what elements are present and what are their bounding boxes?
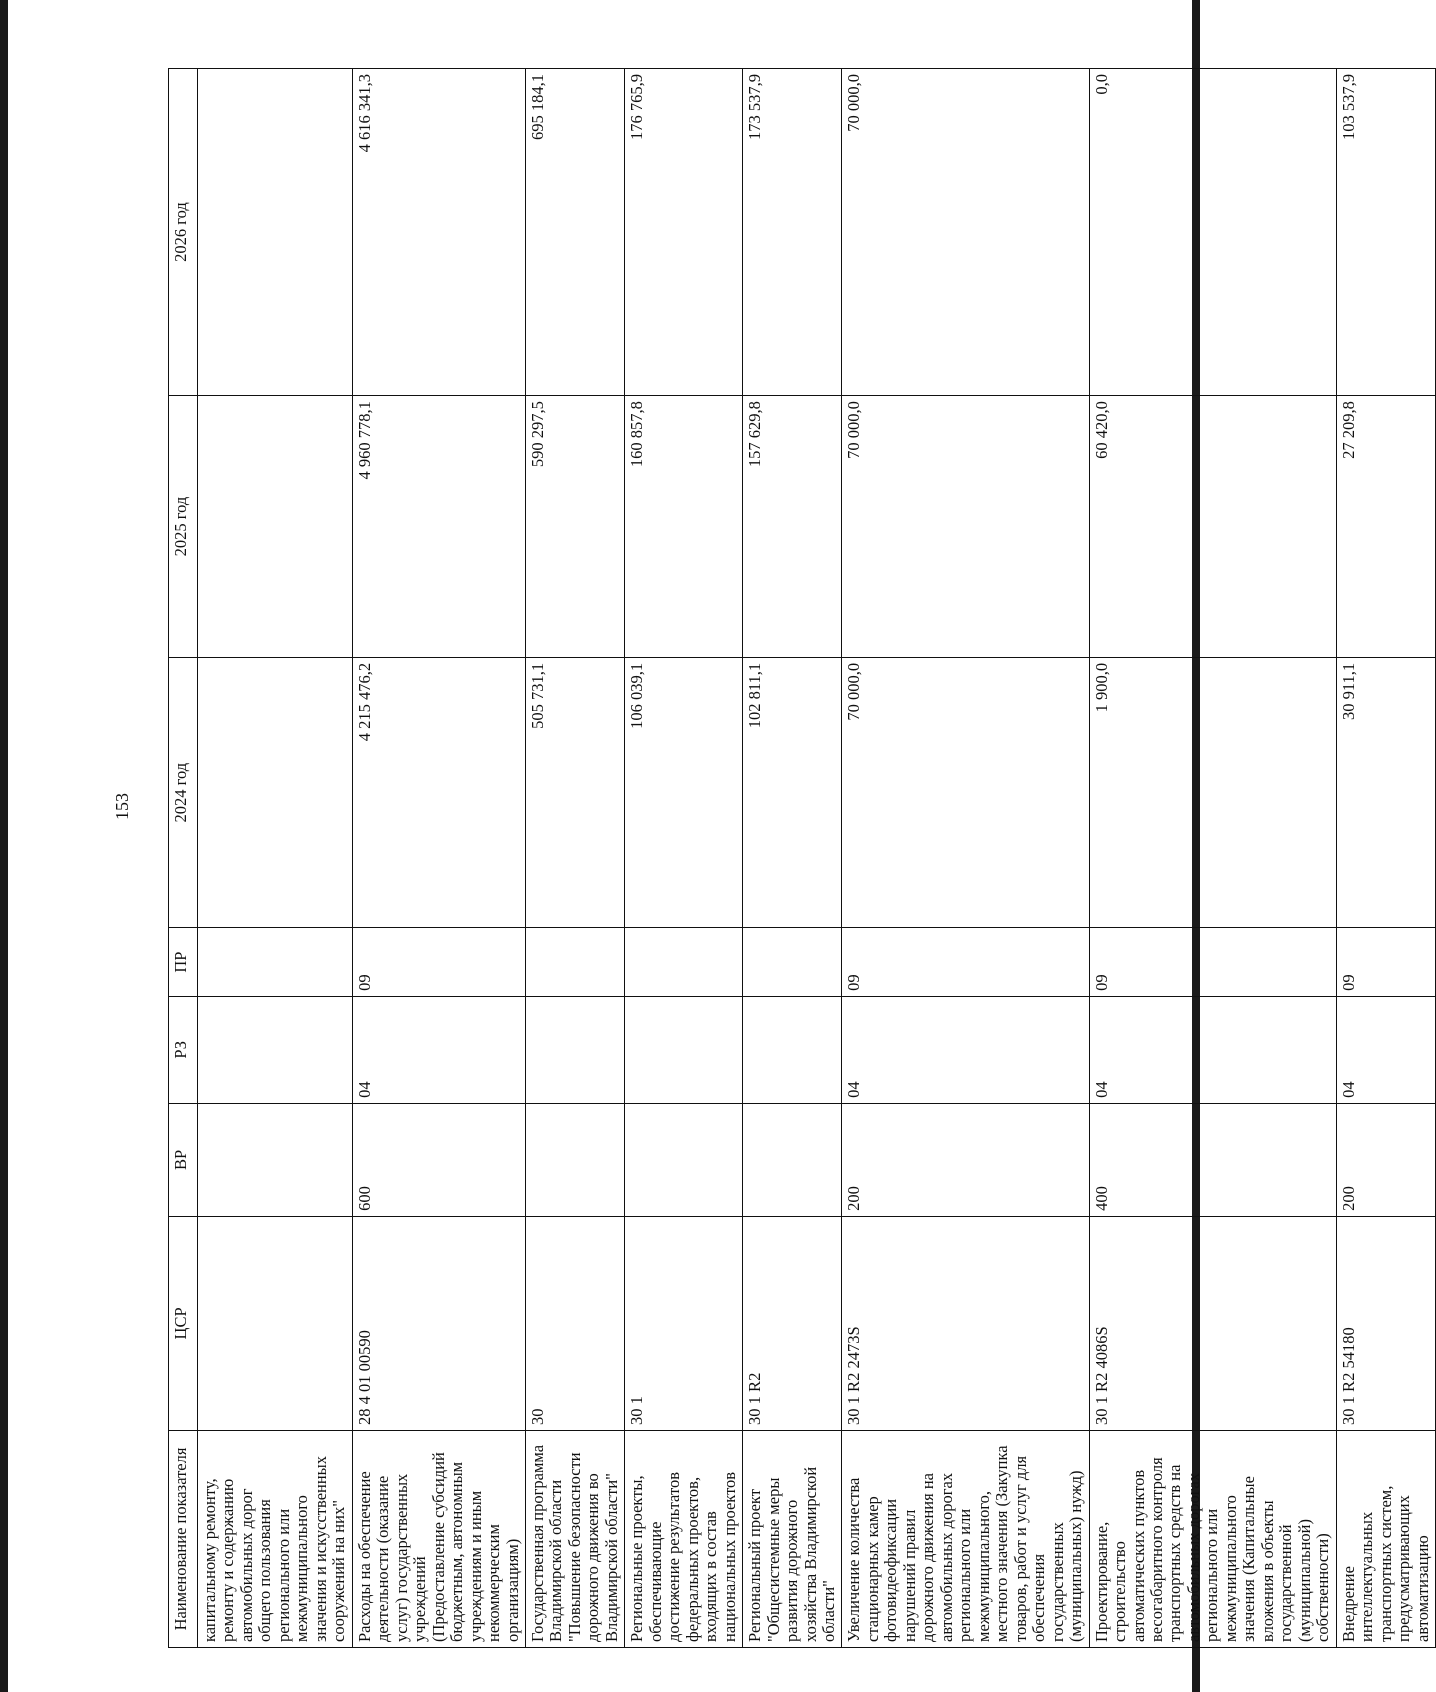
cell-vr: 600 xyxy=(352,1103,525,1216)
cell-pr xyxy=(198,928,353,996)
cell-name: Внедрение интеллектуальных транспортных систем, предусматривающих автоматизацию xyxy=(1336,1430,1435,1647)
cell-2026: 695 184,1 xyxy=(525,69,624,396)
cell-2025 xyxy=(198,396,353,658)
cell-csr: 30 1 R2 54180 xyxy=(1336,1216,1435,1430)
scan-left-edge xyxy=(0,0,8,1692)
cell-name: Региональный проект "Общесистемные меры развития дорожного хозяйства Владимирской области" xyxy=(743,1430,842,1647)
header-rz: РЗ xyxy=(169,996,198,1103)
cell-2024: 106 039,1 xyxy=(625,657,743,928)
table-row xyxy=(625,69,743,1648)
header-name: Наименование показателя xyxy=(169,1430,198,1647)
cell-2025: 60 420,0 xyxy=(1089,396,1336,658)
cell-2024: 102 811,1 xyxy=(743,657,842,928)
cell-rz xyxy=(198,996,353,1103)
cell-2024: 1 900,0 xyxy=(1089,657,1336,928)
table-row xyxy=(352,69,525,1648)
cell-name: Увеличение количества стационарных камер фотовидеофиксации нарушений правил дорожного движения на автомобильных дорогах регионального или межмуниципального, местного значения (Закупка товаров, работ и услуг для обеспечения государственных (муниципальных) нужд) xyxy=(842,1430,1089,1647)
cell-2024: 30 911,1 xyxy=(1336,657,1435,928)
table-row xyxy=(743,69,842,1648)
cell-rz xyxy=(625,996,743,1103)
table-body xyxy=(198,69,1436,1648)
cell-vr xyxy=(198,1103,353,1216)
table-row xyxy=(842,69,1089,1648)
cell-pr xyxy=(625,928,743,996)
cell-pr: 09 xyxy=(1089,928,1336,996)
cell-2026: 176 765,9 xyxy=(625,69,743,396)
cell-2025: 27 209,8 xyxy=(1336,396,1435,658)
cell-vr xyxy=(743,1103,842,1216)
cell-2026 xyxy=(198,69,353,396)
cell-rz xyxy=(743,996,842,1103)
budget-table xyxy=(168,68,1436,1648)
header-vr: ВР xyxy=(169,1103,198,1216)
cell-vr xyxy=(525,1103,624,1216)
cell-rz: 04 xyxy=(352,996,525,1103)
table-header-row xyxy=(169,69,198,1648)
header-pr: ПР xyxy=(169,928,198,996)
header-csr: ЦСР xyxy=(169,1216,198,1430)
page-number: 153 xyxy=(112,793,132,820)
cell-vr: 200 xyxy=(1336,1103,1435,1216)
cell-name: Региональные проекты, обеспечивающие достижение результатов федеральных проектов, входящих в состав национальных проектов xyxy=(625,1430,743,1647)
cell-vr xyxy=(625,1103,743,1216)
cell-pr: 09 xyxy=(842,928,1089,996)
header-2026: 2026 год xyxy=(169,69,198,396)
cell-2026: 70 000,0 xyxy=(842,69,1089,396)
cell-2024: 505 731,1 xyxy=(525,657,624,928)
cell-rz: 04 xyxy=(1089,996,1336,1103)
cell-csr: 30 1 R2 4086S xyxy=(1089,1216,1336,1430)
table-row xyxy=(1089,69,1336,1648)
cell-name: капитальному ремонту, ремонту и содержанию автомобильных дорог общего пользования регионального или межмуниципального значения и искусственных сооружений на них" xyxy=(198,1430,353,1647)
cell-csr: 30 1 R2 2473S xyxy=(842,1216,1089,1430)
budget-table-sheet xyxy=(168,68,1432,1648)
cell-vr: 200 xyxy=(842,1103,1089,1216)
cell-csr: 28 4 01 00590 xyxy=(352,1216,525,1430)
header-2024: 2024 год xyxy=(169,657,198,928)
cell-name: Расходы на обеспечение деятельности (оказание услуг) государственных учреждений (Предоставление субсидий бюджетным, автономным учреждениям и иным некоммерческим организациям) xyxy=(352,1430,525,1647)
cell-2026: 173 537,9 xyxy=(743,69,842,396)
cell-pr: 09 xyxy=(352,928,525,996)
cell-2025: 590 297,5 xyxy=(525,396,624,658)
cell-pr xyxy=(525,928,624,996)
cell-rz: 04 xyxy=(1336,996,1435,1103)
cell-2025: 157 629,8 xyxy=(743,396,842,658)
cell-vr: 400 xyxy=(1089,1103,1336,1216)
cell-2025: 4 960 778,1 xyxy=(352,396,525,658)
cell-name: Государственная программа Владимирской области "Повышение безопасности дорожного движения во Владимирской области" xyxy=(525,1430,624,1647)
cell-name: Проектирование, строительство автоматических пунктов весогабаритного контроля транспортных средств на автомобильных дорогах регионального или межмуниципального значения (Капитальные вложения в объекты государственной (муниципальной) собственности) xyxy=(1089,1430,1336,1647)
cell-pr: 09 xyxy=(1336,928,1435,996)
cell-2026: 0,0 xyxy=(1089,69,1336,396)
cell-2024: 70 000,0 xyxy=(842,657,1089,928)
cell-2024 xyxy=(198,657,353,928)
cell-rz xyxy=(525,996,624,1103)
cell-2025: 70 000,0 xyxy=(842,396,1089,658)
header-2025: 2025 год xyxy=(169,396,198,658)
cell-csr: 30 xyxy=(525,1216,624,1430)
cell-2025: 160 857,8 xyxy=(625,396,743,658)
cell-rz: 04 xyxy=(842,996,1089,1103)
cell-csr: 30 1 xyxy=(625,1216,743,1430)
cell-2026: 103 537,9 xyxy=(1336,69,1435,396)
cell-csr xyxy=(198,1216,353,1430)
cell-2026: 4 616 341,3 xyxy=(352,69,525,396)
table-row xyxy=(198,69,353,1648)
table-row xyxy=(525,69,624,1648)
table-row xyxy=(1336,69,1435,1648)
cell-2024: 4 215 476,2 xyxy=(352,657,525,928)
cell-pr xyxy=(743,928,842,996)
cell-csr: 30 1 R2 xyxy=(743,1216,842,1430)
